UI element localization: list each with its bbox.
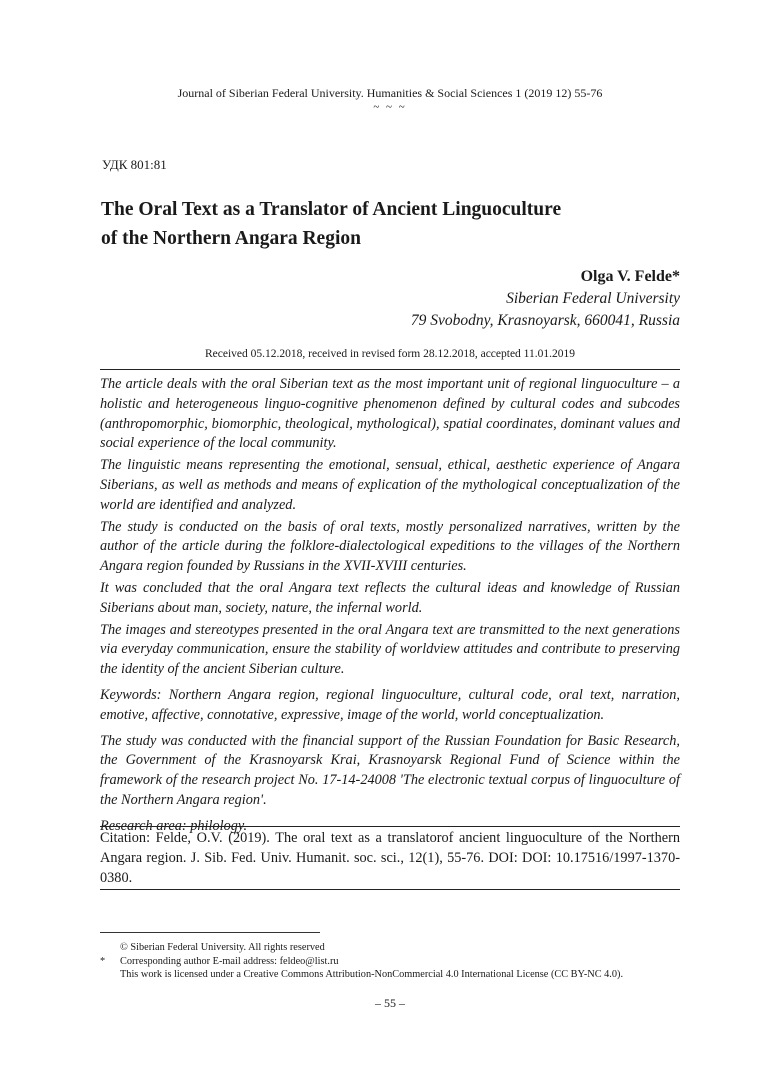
abstract-paragraph: The images and stereotypes presented in the oral Angara text are transmitted to the next generations via everyday communication, ensure the stability of worldview attitudes and contribute to preserving the identity of the ancient Siberian culture. <box>100 621 680 678</box>
footnotes <box>100 941 700 982</box>
funding-note: The study was conducted with the financial support of the Russian Foundation for Basic Research, the Government of the Krasnoyarsk Krai, Krasnoyarsk Regional Fund of Science within the framework of the research project No. 17-14-24008 'The electronic textual corpus of linguoculture of the Northern Angara region'. <box>100 732 680 808</box>
abstract-paragraph: It was concluded that the oral Angara text reflects the cultural ideas and knowledge of Russian Siberians about man, society, nature, the infernal world. <box>100 579 680 616</box>
corresponding-author-email: Corresponding author E-mail address: feldeo@list.ru <box>120 955 339 967</box>
citation: Citation: Felde, O.V. (2019). The oral text as a translatorof ancient linguoculture of the Northern Angara region. J. Sib. Fed. Univ. Humanit. soc. sci., 12(1), 55-76. DOI: DOI: 10.17516/1997-1370-0380. <box>100 830 680 886</box>
received-dates: Received 05.12.2018, received in revised form 28.12.2018, accepted 11.01.2019 <box>204 348 576 360</box>
journal-line: Journal of Siberian Federal University. Humanities & Social Sciences 1 (2019 12) 55-76 <box>177 86 603 100</box>
research-area: Research area: philology. <box>100 817 248 834</box>
corresponding-author-note <box>100 955 700 969</box>
abstract-paragraph: The study is conducted on the basis of oral texts, mostly personalized narratives, written by the author of the article during the folklore-dialectological expeditions to the villages of the Northern Angara region founded by Russians in the XVII-XVIII centuries. <box>100 518 680 575</box>
author-affiliation: Siberian Federal University <box>506 290 680 307</box>
footnote-asterisk: * <box>100 955 106 967</box>
journal-header <box>0 86 760 113</box>
keywords: Keywords: Northern Angara region, regional linguoculture, cultural code, oral text, narration, emotive, affective, connotative, expressive, image of the world, world conceptualization. <box>100 686 680 723</box>
citation-top-rule <box>100 826 680 827</box>
udc-code: УДК 801:81 <box>102 157 167 172</box>
author-block <box>280 266 680 332</box>
license-text: This work is licensed under a Creative Commons Attribution-NonCommercial 4.0 International License (CC BY-NC 4.0). <box>120 969 624 980</box>
title-line-2: of the Northern Angara Region <box>101 228 361 249</box>
copyright-note <box>100 941 700 955</box>
header-ornament: ~ ~ ~ <box>373 101 407 113</box>
abstract <box>100 375 680 839</box>
footnote-rule <box>100 932 320 933</box>
license-note <box>100 968 700 982</box>
author-name: Olga V. Felde* <box>580 268 680 285</box>
copyright-text: © Siberian Federal University. All rights reserved <box>120 942 325 953</box>
title-line-1: The Oral Text as a Translator of Ancient Linguoculture <box>101 199 562 220</box>
author-address: 79 Svobodny, Krasnoyarsk, 660041, Russia <box>410 312 680 329</box>
citation-bottom-rule <box>100 889 680 890</box>
abstract-paragraph: The article deals with the oral Siberian text as the most important unit of regional linguoculture – a holistic and heterogeneous linguo-cognitive phenomenon defined by cultural codes and subcodes (anthropomorphic, biomorphic, theological, mythological), spatial coordinates, dominant values and social experience of the local community. <box>100 376 680 452</box>
abstract-top-rule <box>100 369 680 370</box>
article-title <box>101 195 661 253</box>
abstract-paragraph: The linguistic means representing the emotional, sensual, ethical, aesthetic experience of Angara Siberians, as well as methods and means of explication of the mythological conceptualization of the world are identified and analyzed. <box>100 457 680 513</box>
page-number: – 55 – <box>375 996 405 1010</box>
